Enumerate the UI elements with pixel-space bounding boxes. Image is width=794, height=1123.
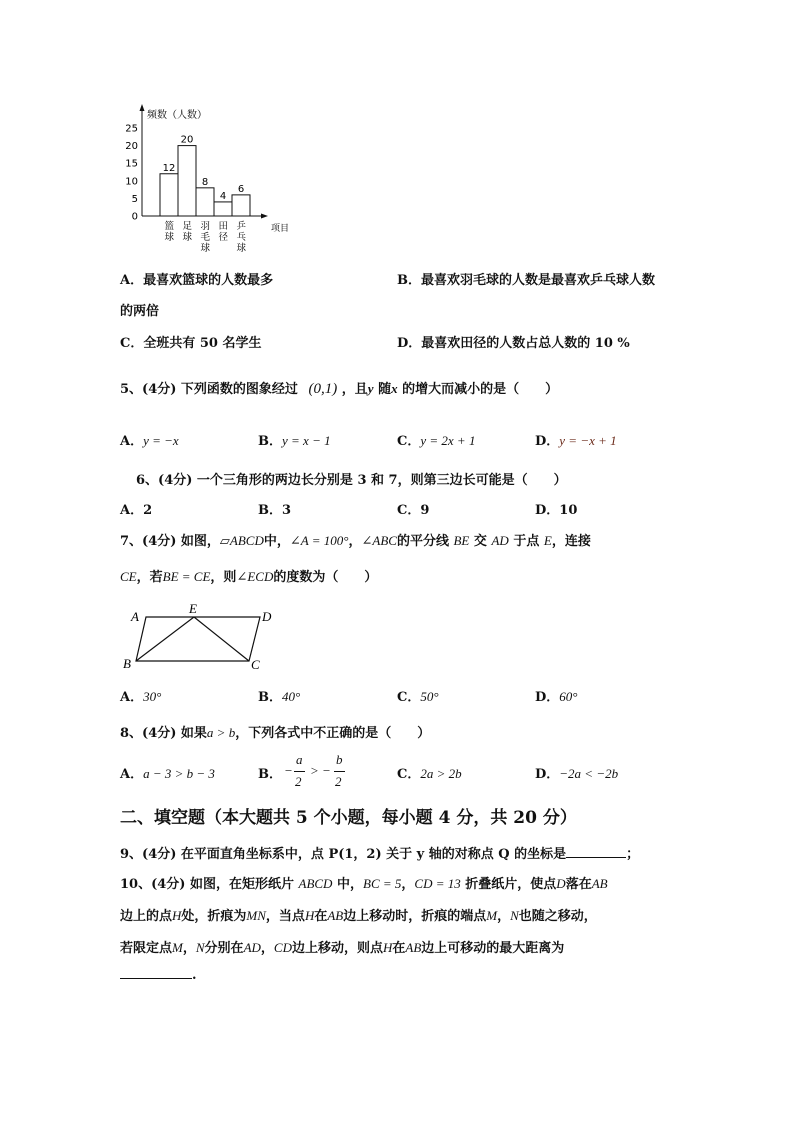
q10-ab: AB — [591, 876, 608, 891]
q10-l3f: 在 — [392, 941, 406, 956]
q4-option-a: A．最喜欢篮球的人数最多 — [120, 273, 274, 288]
q10-l3a: 若限定点 — [120, 941, 173, 956]
q5-point: (0,1) — [308, 381, 338, 397]
q10-h3: H — [383, 940, 393, 955]
q8-b-num1: a — [296, 752, 303, 767]
q10-h2: H — [304, 908, 315, 923]
q8-b-label: B． — [258, 767, 282, 782]
q8-d-label: D． — [535, 767, 560, 782]
q10-mn: MN — [246, 908, 266, 923]
q8-suffix: ，下列各式中不正确的是（ ） — [235, 726, 431, 741]
q7-label-c: C． — [397, 690, 421, 705]
q10-bc: BC = 5 — [363, 876, 402, 891]
q4-option-b: B．最喜欢羽毛球的人数是最喜欢乒乓球人数 — [397, 273, 655, 288]
q8-a-label: A． — [120, 767, 144, 782]
q9-end: ； — [626, 847, 640, 862]
q10-answer-blank[interactable] — [120, 978, 192, 979]
q8-c-expr: 2a > 2b — [420, 766, 462, 781]
q7-e: E — [543, 533, 552, 548]
bar-value-label: 12 — [162, 162, 176, 174]
q7-value-c: 50° — [420, 689, 439, 704]
q8-cond: a > b — [206, 725, 236, 740]
q7-figure — [118, 600, 278, 675]
bar-value-label: 20 — [180, 134, 194, 146]
q7-l1g: ，连接 — [551, 534, 591, 549]
q10-l2a: 边上的点 — [120, 909, 173, 924]
bar-篮球 — [160, 174, 178, 216]
fig-label-a: A — [131, 609, 139, 624]
q7-option-d — [535, 686, 577, 705]
q5-value-d: y = −x + 1 — [559, 433, 617, 448]
q7-option-a — [120, 686, 161, 705]
q10-l3d: ， — [260, 941, 274, 956]
q10-h: H — [172, 908, 182, 923]
y-tick-label: 5 — [131, 193, 138, 205]
y-tick-label: 10 — [125, 176, 138, 188]
y-axis-arrow — [140, 104, 145, 111]
q10-l3g: 边上可移动的最大距离为 — [421, 941, 565, 956]
q4-option-d: D．最喜欢田径的人数占总人数的 10 % — [397, 336, 630, 351]
q10-cd2: CD — [273, 940, 292, 955]
q8-d-expr: −2a < −2b — [559, 766, 619, 781]
q7-value-d: 60° — [559, 689, 578, 704]
q5-label-c: C． — [397, 434, 421, 449]
q10-ad: AD — [243, 940, 261, 955]
q5-label-a: A． — [120, 434, 144, 449]
q5-option-d — [535, 430, 617, 449]
q7-ce: CE — [120, 569, 137, 584]
q5-label-b: B． — [258, 434, 282, 449]
q9-stem — [120, 843, 639, 862]
q7-l1f: 于点 — [513, 534, 540, 549]
q7-option-c — [397, 686, 439, 705]
category-label: 足球 — [182, 221, 193, 243]
fig-label-d: D — [262, 609, 272, 624]
q10-line1 — [120, 873, 608, 892]
bar-value-label: 6 — [237, 183, 245, 195]
q7-parallelogram: ▱ABCD — [219, 533, 264, 548]
q8-b-fracbar2 — [334, 771, 345, 772]
category-label: 乒乓球 — [236, 221, 247, 254]
q7-option-b — [258, 686, 300, 705]
q8-option-d — [535, 763, 618, 782]
q10-l2g: 也随之移动， — [518, 909, 597, 924]
segment-ec — [194, 617, 249, 661]
q8-a-expr: a − 3 > b − 3 — [143, 766, 215, 781]
q10-n2: N — [195, 940, 205, 955]
q7-be: BE — [453, 533, 470, 548]
q5-prefix: 5、(4分) 下列函数的图象经过 — [120, 382, 298, 397]
q9-answer-blank[interactable] — [566, 857, 626, 858]
q9-text: 9、(4分) 在平面直角坐标系中，点 P(1，2) 关于 y 轴的对称点 Q 的坐标是 — [120, 847, 567, 862]
q10-l2c: ，当点 — [265, 909, 305, 924]
q5-option-a — [120, 430, 179, 449]
q4-option-c: C．全班共有 50 名学生 — [120, 336, 262, 351]
q10-ab3: AB — [405, 940, 422, 955]
q7-angle-ecd: ∠ECD — [236, 569, 274, 584]
q5-option-c — [397, 430, 475, 449]
q7-line2 — [120, 566, 377, 585]
q6-option-c: C．9 — [397, 503, 430, 518]
q6-option-b: B．3 — [258, 503, 292, 518]
q8-option-c — [397, 763, 462, 782]
q6-option-d: D．10 — [535, 503, 578, 518]
q10-line4 — [120, 968, 197, 983]
q5-option-b — [258, 430, 331, 449]
q5-value-c: y = 2x + 1 — [420, 433, 476, 448]
q10-l3c: 分别在 — [204, 941, 244, 956]
q10-m: M — [486, 908, 498, 923]
q10-cd: CD = 13 — [414, 876, 461, 891]
bar-足球 — [178, 146, 196, 216]
q5-label-d: D． — [535, 434, 560, 449]
q10-ab2: AB — [327, 908, 344, 923]
bar-chart — [118, 100, 298, 265]
q4-option-b-cont: 的两倍 — [120, 304, 160, 319]
q10-l3b: ， — [182, 941, 196, 956]
q7-value-a: 30° — [143, 689, 162, 704]
q10-l1c: ， — [401, 877, 415, 892]
q10-l2f: ， — [497, 909, 511, 924]
q10-l1a: 10、(4分) 如图，在矩形纸片 — [120, 877, 294, 892]
q10-n: N — [510, 908, 519, 923]
q8-b-den2: 2 — [335, 774, 342, 789]
q10-abcd: ABCD — [298, 876, 333, 891]
q5-mid: ，且 — [341, 382, 368, 397]
q10-l2d: 在 — [314, 909, 328, 924]
category-label: 篮球 — [164, 221, 175, 243]
q7-eq: BE = CE — [162, 569, 211, 584]
q10-d: D — [556, 876, 566, 891]
fig-label-c: C — [251, 657, 260, 672]
q7-angle-a: ∠A = 100° — [289, 533, 349, 548]
q7-l2b: ，则 — [210, 570, 237, 585]
q10-l1d: 折叠纸片，使点 — [465, 877, 557, 892]
chart-ylabel: 频数（人数） — [147, 110, 207, 121]
bar-田径 — [214, 202, 232, 216]
q10-l2e: 边上移动时，折痕的端点 — [343, 909, 487, 924]
chart-xlabel: 项目 — [271, 224, 290, 234]
q5-value-b: y = x − 1 — [282, 433, 331, 448]
category-label: 羽毛球 — [200, 221, 211, 254]
q6-stem: 6、(4分) 一个三角形的两边长分别是 3 和 7，则第三边长可能是（ ） — [136, 473, 567, 488]
q5-stem — [120, 378, 558, 398]
q8-b-fracbar1 — [294, 771, 305, 772]
q8-b-rel: > − — [310, 763, 331, 778]
q7-l1c: ， — [348, 534, 362, 549]
q7-angle-abc: ∠ABC — [361, 533, 397, 548]
x-axis-arrow — [261, 214, 268, 219]
q7-l1e: 交 — [473, 534, 487, 549]
y-tick-label: 0 — [131, 211, 138, 223]
q5-value-a: y = −x — [143, 433, 179, 448]
q8-b-num2: b — [336, 752, 343, 767]
bar-羽毛球 — [196, 188, 214, 216]
q10-l1b: 中， — [336, 877, 363, 892]
q7-label-a: A． — [120, 690, 144, 705]
q10-l2b: 处，折痕为 — [181, 909, 247, 924]
q7-l2a: ，若 — [136, 570, 163, 585]
q7-l1d: 的平分线 — [396, 534, 449, 549]
q8-prefix: 8、(4分) 如果 — [120, 726, 207, 741]
bar-value-label: 4 — [219, 190, 227, 202]
q8-b-den1: 2 — [295, 774, 302, 789]
q10-m2: M — [172, 940, 183, 955]
bar-value-label: 8 — [201, 176, 209, 188]
category-label: 田径 — [218, 221, 229, 243]
q8-option-a — [120, 763, 215, 782]
q7-line1 — [120, 530, 591, 549]
q7-ad: AD — [491, 533, 509, 548]
q8-c-label: C． — [397, 767, 421, 782]
q7-l1b: 中， — [263, 534, 290, 549]
q7-l1a: 7、(4分) 如图， — [120, 534, 220, 549]
q8-stem — [120, 722, 430, 741]
y-tick-label: 25 — [125, 123, 138, 135]
bar-乒乓球 — [232, 195, 250, 216]
fig-label-b: B — [123, 656, 131, 671]
q10-l1e: 落在 — [565, 877, 592, 892]
q7-label-b: B． — [258, 690, 282, 705]
q5-mid2: 随 — [378, 382, 392, 397]
q10-line2 — [120, 905, 597, 924]
q6-option-a: A．2 — [120, 503, 153, 518]
section2-title: 二、填空题（本大题共 5 个小题，每小题 4 分，共 20 分） — [120, 808, 577, 828]
q10-l3e: 边上移动，则点 — [291, 941, 383, 956]
q10-line3 — [120, 937, 564, 956]
q7-value-b: 40° — [282, 689, 301, 704]
fig-label-e: E — [189, 601, 197, 616]
y-tick-label: 15 — [125, 158, 138, 170]
q5-x: x — [391, 381, 398, 396]
q8-b-neg: − — [284, 763, 293, 778]
q5-y: y — [367, 381, 374, 396]
q7-label-d: D． — [535, 690, 560, 705]
q5-suffix: 的增大而减小的是（ ） — [402, 382, 559, 397]
q7-l2c: 的度数为（ ） — [273, 570, 378, 585]
y-tick-label: 20 — [125, 141, 138, 153]
q10-end: . — [192, 968, 197, 983]
